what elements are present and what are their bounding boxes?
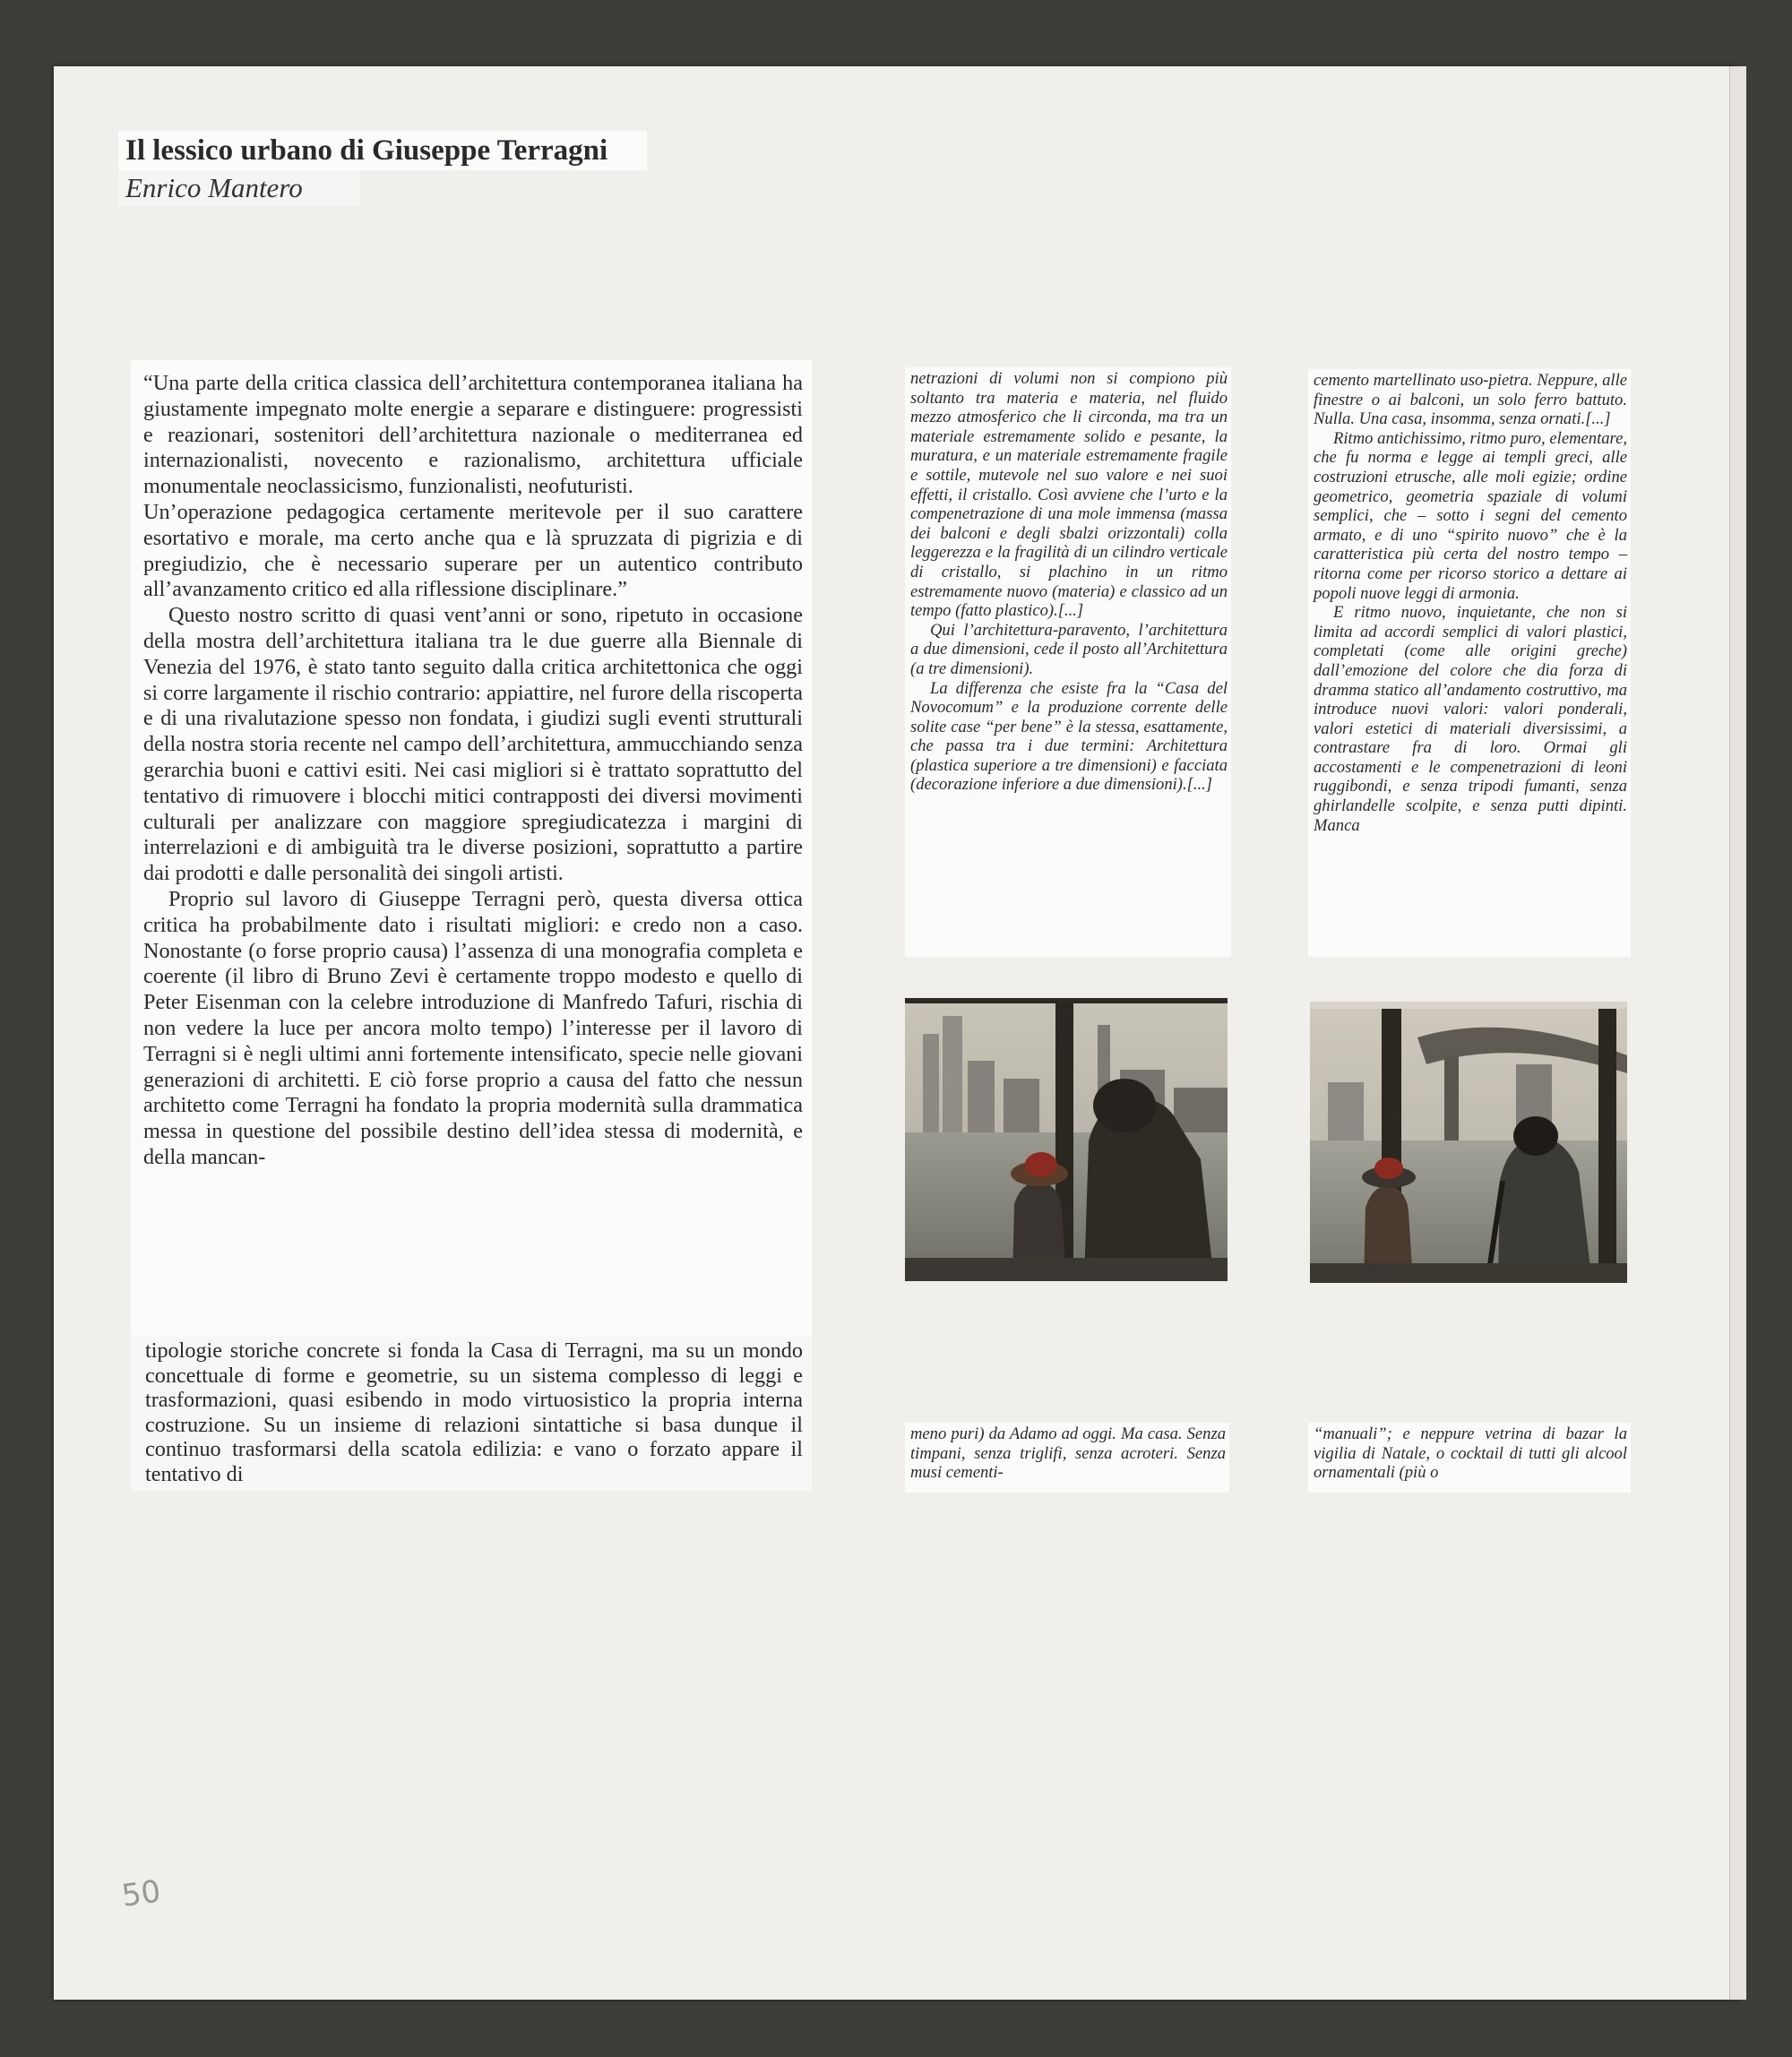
column-three-continuation: [1308, 1423, 1631, 1493]
ferry-photo-left: [905, 998, 1228, 1281]
paragraph: Qui l’architettura-paravento, l’architettura a due dimensioni, cede il posto all’Architettura (a tre dimensioni).: [910, 620, 1228, 678]
main-text-clipping: [131, 360, 812, 1338]
paragraph: cemento martellinato uso-pietra. Neppure, alle finestre o ai balconi, un solo ferro battuto. Nulla. Una casa, insomma, senza ornati.[...]: [1314, 371, 1627, 429]
title-clipping: [118, 131, 647, 170]
article-author: Enrico Mantero: [125, 172, 303, 203]
ferry-photo-right: [1310, 1002, 1627, 1283]
author-clipping: [118, 170, 360, 206]
column-two-continuation: [905, 1423, 1229, 1493]
paragraph: Ritmo antichissimo, ritmo puro, elementare, che fu norma e legge ai templi greci, alle costruzioni etrusche, alle moli egizie; ordine geometrico, geometria spaziale di volumi semplici, che – sotto i segni del cemento armato, e di uno “spirito nuovo” che è la caratteristica più certa del nostro tempo – ritorna come per ricorso storico a dettare ai popoli nuove leggi di armonia.: [1314, 428, 1627, 603]
quote-column-two: [905, 367, 1231, 957]
main-text-continuation-clipping: [131, 1337, 812, 1491]
paragraph: Proprio sul lavoro di Giuseppe Terragni però, questa diversa ottica critica ha probabilmente dato i risultati migliori: e credo non a caso. Nonostante (o forse proprio causa) l’assenza di una monografia completa e coerente (il libro di Bruno Zevi è certamente troppo modesto e quello di Peter Eisenman con la celebre introduzione di Manfredo Tafuri, rischia di non vedere la luce per ancora molto tempo) l’interesse per il lavoro di Terragni si è negli ultimi anni fortemente intensificato, specie nelle giovani generazioni di architetti. E ciò forse proprio a causa del fatto che nessun architetto come Terragni ha fondato la propria modernità sulla drammatica messa in questione del possibile destino dell’idea stessa di modernità, e della mancan-: [143, 886, 803, 1169]
paragraph: Questo nostro scritto di quasi vent’anni or sono, ripetuto in occasione della mostra dell’architettura italiana tra le due guerre alla Biennale di Venezia del 1976, è stato tanto seguito dalla critica architettonica che oggi si corre largamente il rischio contrario: appiattire, nel furore della riscoperta e di una rivalutazione spesso non fondata, i giudizi sugli eventi strutturali della nostra storia recente nel campo dell’architettura, ammucchiando senza gerarchia buoni e cattivi esiti. Nei casi migliori si è trattato soprattutto del tentativo di rimuovere i blocchi mitici contrapposti dei diversi movimenti culturali per analizzare con maggiore spregiudicatezza i margini di interrelazioni e di ambiguità tra le diverse posizioni, soprattutto a partire dai prodotti e dalle personalità dei singoli artisti.: [143, 603, 803, 886]
page-edge: [1729, 66, 1746, 2000]
paragraph: netrazioni di volumi non si compiono più soltanto tra materia e materia, nel fluido mezzo atmosferico che li circonda, ma tra un materiale estremamente solido e pesante, la muratura, e un materiale estremamente fragile e sottile, mutevole nel suo valore e nei suoi effetti, il cristallo. Così avviene che l’urto e la compenetrazione di una mole immensa (massa dei balconi e degli sbalzi orizzontali) colla leggerezza e la fragilità di un cilindro verticale di cristallo, si plachino in un ritmo estremamente nuovo (materia) e classico ad un tempo (fatto plastico).[...]: [910, 369, 1228, 621]
paragraph: La differenza che esiste fra la “Casa del Novocomum” e la produzione corrente delle solite case “per bene” è la stessa, esattamente, che passa tra i due termini: Architettura (plastica superiore a tre dimensioni) e facciata (decorazione inferiore a due dimensioni).[...]: [910, 678, 1228, 795]
paragraph: tipologie storiche concrete si fonda la Casa di Terragni, ma su un mondo concettuale di forme e geometrie, su un sistema complesso di leggi e trasformazioni, quasi esibendo in modo virtuosistico la propria interna costruzione. Su un insieme di relazioni sintattiche si basa dunque il continuo trasformarsi della scatola edilizia: e vano o forzato appare il tentativo di: [145, 1338, 803, 1486]
paragraph: meno puri) da Adamo ad oggi. Ma casa. Senza timpani, senza triglifi, senza acroteri. Senza musi cementi-: [910, 1424, 1226, 1483]
paragraph: “Una parte della critica classica dell’architettura contemporanea italiana ha giustamente impegnato molte energie a separare e distinguere: progressisti e reazionari, sostenitori dell’architettura nazionale o mediterranea ed internazionalisti, novecento e razionalismo, architettura ufficiale monumentale neoclassicismo, funzionalisti, neofuturisti.: [143, 371, 803, 499]
paragraph: “manuali”; e neppure vetrina di bazar la vigilia di Natale, o cocktail di tutti gli alcool ornamentali (più o: [1314, 1424, 1627, 1483]
quote-column-three: [1308, 369, 1631, 957]
paragraph: E ritmo nuovo, inquietante, che non si limita ad accordi semplici di valori plastici, completati (come alle origini greche) dall’emozione del colore che dia forza di dramma statico all’andamento costruttivo, ma introduce nuovi valori: valori ponderali, valori estetici di materiali diversissimi, a contrastare fra di loro. Ormai gli accostamenti e le compenetrazioni di leoni ruggibondi, e senza tripodi fumanti, senza ghirlandelle scolpite, e senza putti dipinti. Manca: [1314, 603, 1627, 835]
article-title: Il lessico urbano di Giuseppe Terragni: [125, 134, 608, 167]
page-number: 50: [119, 1873, 163, 1915]
paragraph: Un’operazione pedagogica certamente meritevole per il suo carattere esortativo e morale, ma certo anche qua e là spruzzata di pigrizia e di pregiudizio, che è necessario superare per un autentico contributo all’avanzamento critico ed alla riflessione disciplinare.”: [143, 499, 803, 602]
